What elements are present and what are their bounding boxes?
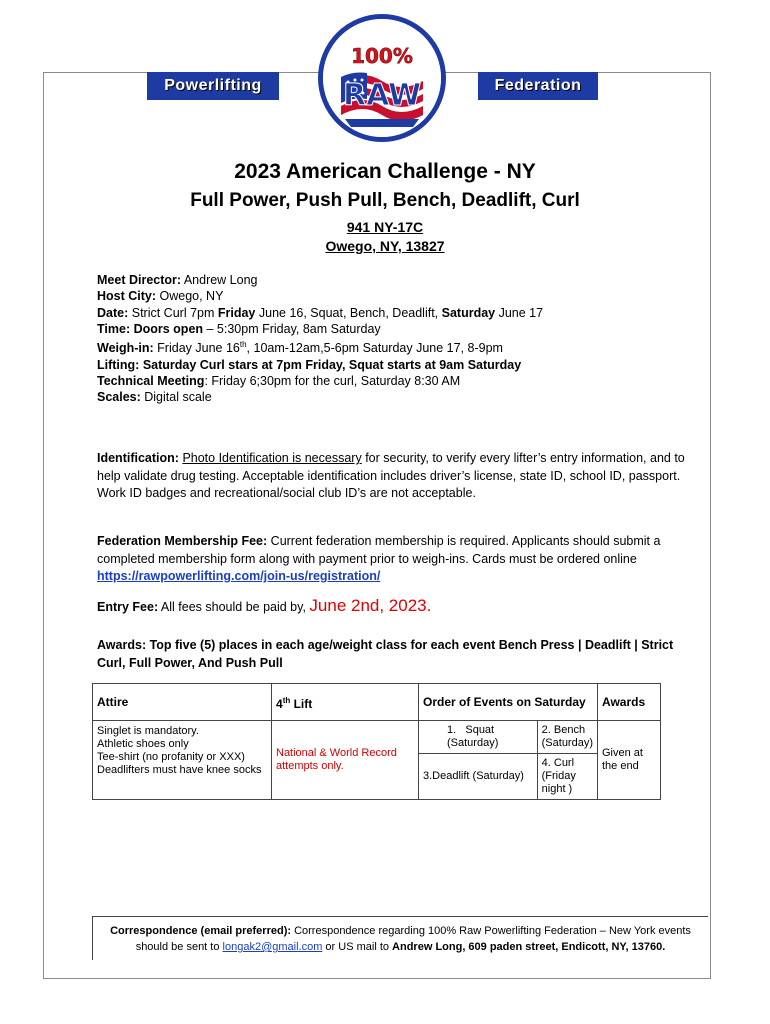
event-bench: 2. Bench (Saturday) bbox=[537, 721, 597, 754]
meet-info bbox=[97, 272, 543, 406]
venue-city: Owego, NY, 13827 bbox=[325, 238, 445, 254]
header-right-label: Federation bbox=[494, 77, 582, 94]
weigh-in-line: Weigh-in: Friday June 16th, 10am-12am,5-6pm Saturday June 17, 8-9pm bbox=[97, 340, 503, 356]
federation-logo bbox=[318, 14, 446, 142]
order-of-events-cell bbox=[419, 721, 598, 800]
header-federation-banner bbox=[478, 72, 598, 100]
lifting-line: Lifting: Saturday Curl stars at 7pm Friday, Squat starts at 9am Saturday bbox=[97, 357, 522, 372]
meet-director-line: Meet Director: Andrew Long bbox=[97, 273, 258, 287]
event-deadlift: 3.Deadlift (Saturday) bbox=[419, 754, 537, 800]
technical-meeting-line: Technical Meeting: Friday 6;30pm for the curl, Saturday 8:30 AM bbox=[97, 373, 461, 388]
event-title: 2023 American Challenge - NY bbox=[234, 160, 536, 183]
fourth-lift-cell: National & World Record attempts only. bbox=[272, 721, 419, 800]
email-link[interactable]: longak2@gmail.com bbox=[222, 941, 323, 953]
identification-paragraph: Identification: Photo Identification is necessary for security, to verify every lifter’s entry information, and to help validate drug testing. Acceptable identification includes driver’s license, state ID, school ID, passport. Work ID badges and recreational/social club ID’s are not acceptable. bbox=[97, 451, 685, 500]
entry-fee-paragraph: Entry Fee: All fees should be paid by, June 2nd, 2023. bbox=[97, 596, 432, 615]
events-grid bbox=[419, 721, 597, 799]
header-awards: Awards bbox=[598, 684, 661, 721]
svg-text:TM: TM bbox=[421, 123, 427, 128]
event-subtitle: Full Power, Push Pull, Bench, Deadlift, Curl bbox=[190, 190, 580, 211]
header-4th-lift: 4th Lift bbox=[272, 684, 419, 721]
header-order-of-events: Order of Events on Saturday bbox=[419, 684, 598, 721]
svg-text:RAW: RAW bbox=[342, 78, 422, 113]
awards-cell: Given at the end bbox=[598, 721, 661, 800]
event-curl: 4. Curl (Friday night ) bbox=[537, 754, 597, 800]
attire-cell: Singlet is mandatory. Athletic shoes only Tee-shirt (no profanity or XXX) Deadlifters must have knee socks bbox=[93, 721, 272, 800]
table-row bbox=[93, 721, 661, 800]
event-squat: 1. Squat (Saturday) bbox=[419, 721, 537, 754]
date-line: Date: Strict Curl 7pm Friday June 16, Squat, Bench, Deadlift, Saturday June 17 bbox=[97, 305, 544, 320]
scales-line: Scales: Digital scale bbox=[97, 390, 212, 405]
table-header-row bbox=[93, 684, 661, 721]
venue-street: 941 NY-17C bbox=[346, 219, 424, 235]
header-powerlifting-banner bbox=[147, 72, 279, 100]
correspondence-footer: Correspondence (email preferred): Correspondence regarding 100% Raw Powerlifting Federation – New York events should be sent to longak2@gmail.com or US mail to Andrew Long, 609 paden street, Endicott, NY, 13760. bbox=[92, 916, 708, 960]
header-attire: Attire bbox=[93, 684, 272, 721]
time-line: Time: Doors open – 5:30pm Friday, 8am Saturday bbox=[97, 321, 381, 336]
entry-deadline: June 2nd, 2023. bbox=[309, 596, 432, 615]
registration-link[interactable]: https://rawpowerlifting.com/join-us/registration/ bbox=[97, 569, 381, 583]
header-left-label: Powerlifting bbox=[164, 77, 262, 94]
svg-text:100%: 100% bbox=[351, 44, 413, 68]
events-table bbox=[92, 683, 661, 800]
awards-paragraph: Awards: Top five (5) places in each age/weight class for each event Bench Press | Deadlift | Strict Curl, Full Power, And Push Pull bbox=[97, 638, 674, 670]
membership-paragraph: Federation Membership Fee: Current federation membership is required. Applicants should submit a completed membership form along with payment prior to weigh-ins. Cards must be ordered online https://rawpowerlifting.com/join-us/registration/ bbox=[97, 534, 661, 583]
host-city-line: Host City: Owego, NY bbox=[97, 289, 224, 304]
